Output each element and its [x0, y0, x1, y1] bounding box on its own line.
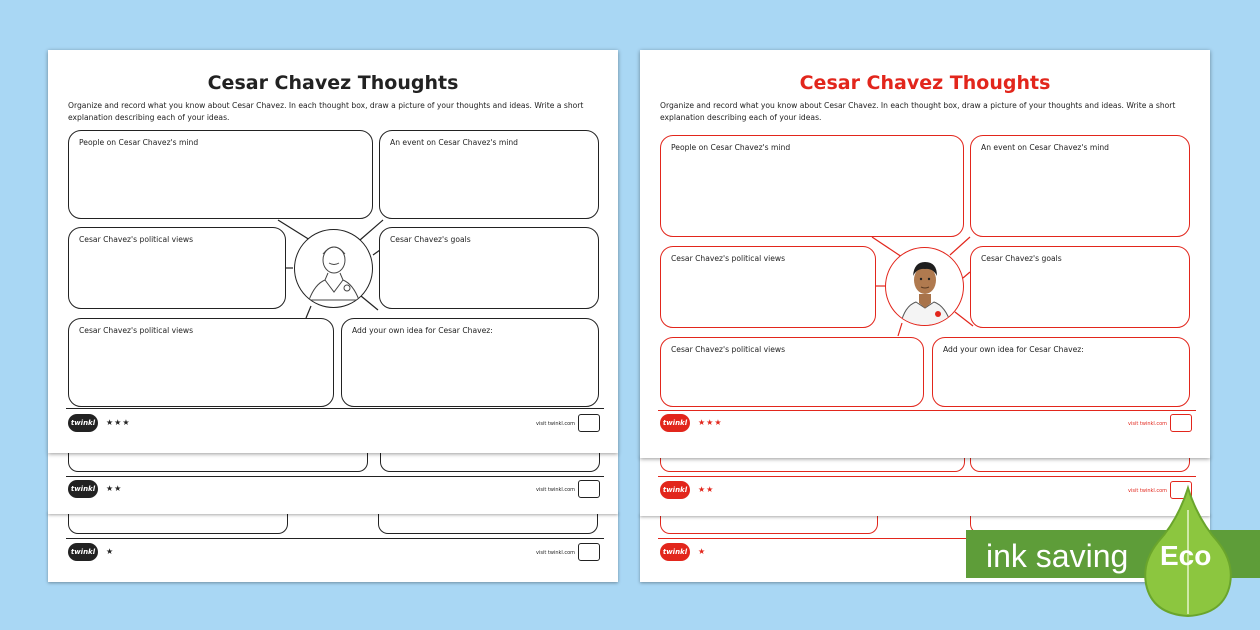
bw-back-box-a: [68, 512, 288, 534]
difficulty-stars: ★★★: [106, 418, 131, 427]
leaf-drop-icon: [966, 480, 1260, 630]
thought-box-own-idea[interactable]: [932, 337, 1190, 407]
box-label: Add your own idea for Cesar Chavez:: [352, 326, 493, 335]
thought-box-political-views-2[interactable]: [68, 318, 334, 407]
difficulty-stars: ★: [698, 547, 707, 556]
worksheet-instructions: Organize and record what you know about Cesar Chavez. In each thought box, draw a picture of your thoughts and ideas. Write a short explanation describing each of your ideas.: [660, 101, 1176, 122]
box-label: Add your own idea for Cesar Chavez:: [943, 345, 1084, 354]
difficulty-stars: ★★: [698, 485, 715, 494]
ink-saving-eco-badge: [966, 480, 1260, 630]
ink-saving-label: ink saving: [986, 538, 1129, 574]
quality-badge-icon: [578, 543, 600, 561]
visit-link: visit twinkl.com: [1128, 488, 1168, 494]
worksheet-title: Cesar Chavez Thoughts: [207, 72, 459, 94]
color-worksheet: [640, 50, 1210, 458]
thought-box-event[interactable]: [379, 130, 599, 219]
thought-box-political-views-2[interactable]: [660, 337, 924, 407]
visit-link: visit twinkl.com: [536, 421, 576, 427]
difficulty-stars: ★★★: [698, 418, 723, 427]
visit-link: visit twinkl.com: [536, 487, 576, 493]
footer-line: [66, 408, 604, 409]
difficulty-stars: ★★: [106, 484, 123, 493]
bw-back-box-c: [68, 452, 368, 472]
visit-link: visit twinkl.com: [1128, 421, 1168, 427]
cesar-chavez-portrait-color: [885, 247, 964, 326]
twinkl-logo: twinkl: [660, 481, 690, 499]
thought-box-people[interactable]: [660, 135, 964, 237]
bw-back-sheet-2: [48, 512, 618, 582]
bw-back-box-b: [378, 512, 598, 534]
color-back-box-d: [970, 456, 1190, 472]
thought-box-goals[interactable]: [379, 227, 599, 309]
bw-back-footer-line: [66, 538, 604, 539]
quality-badge-icon: [578, 480, 600, 498]
thought-box-political-views-1[interactable]: [660, 246, 876, 328]
twinkl-logo: twinkl: [68, 414, 98, 432]
box-label: People on Cesar Chavez's mind: [671, 143, 791, 152]
thought-box-event[interactable]: [970, 135, 1190, 237]
visit-link: visit twinkl.com: [536, 550, 576, 556]
bw-back-box-d: [380, 452, 600, 472]
box-label: Cesar Chavez's political views: [79, 326, 194, 335]
color-back-footer-line: [658, 476, 1196, 477]
twinkl-logo: twinkl: [68, 543, 98, 561]
worksheet-instructions: Organize and record what you know about Cesar Chavez. In each thought box, draw a picture of your thoughts and ideas. Write a short explanation describing each of your ideas.: [68, 101, 584, 122]
portrait-line-art: [295, 230, 373, 308]
twinkl-logo: twinkl: [68, 480, 98, 498]
box-label: Cesar Chavez's political views: [671, 345, 786, 354]
thought-box-people[interactable]: [68, 130, 373, 219]
eco-label: Eco: [1160, 540, 1212, 571]
bw-back-sheet-1: [48, 452, 618, 514]
box-label: An event on Cesar Chavez's mind: [390, 138, 518, 147]
box-label: An event on Cesar Chavez's mind: [981, 143, 1109, 152]
box-label: Cesar Chavez's political views: [79, 235, 194, 244]
bw-back-footer-line: [66, 476, 604, 477]
thought-box-political-views-1[interactable]: [68, 227, 286, 309]
difficulty-stars: ★: [106, 547, 115, 556]
footer-line: [658, 410, 1196, 411]
quality-badge-icon: [1170, 414, 1192, 432]
bw-worksheet: [48, 50, 618, 453]
portrait-illustration: [886, 248, 964, 326]
box-label: Cesar Chavez's political views: [671, 254, 786, 263]
thought-box-own-idea[interactable]: [341, 318, 599, 407]
box-label: Cesar Chavez's goals: [390, 235, 471, 244]
color-back-box-a: [660, 514, 878, 534]
twinkl-logo: twinkl: [660, 543, 690, 561]
twinkl-logo: twinkl: [660, 414, 690, 432]
box-label: Cesar Chavez's goals: [981, 254, 1062, 263]
cesar-chavez-portrait-outline: [294, 229, 373, 308]
worksheet-title: Cesar Chavez Thoughts: [799, 72, 1051, 94]
thought-box-goals[interactable]: [970, 246, 1190, 328]
quality-badge-icon: [578, 414, 600, 432]
box-label: People on Cesar Chavez's mind: [79, 138, 199, 147]
color-back-box-c: [660, 456, 965, 472]
